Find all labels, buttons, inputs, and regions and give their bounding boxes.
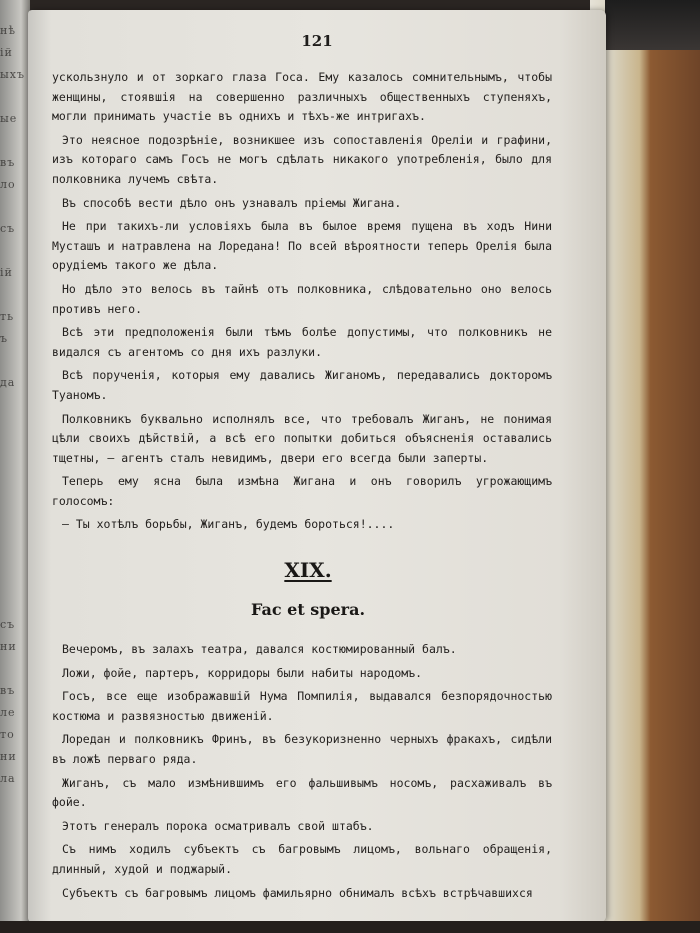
book-cover-corner <box>605 0 700 50</box>
paragraph: Полковникъ буквально исполнялъ все, что требовалъ Жиганъ, не понимая цѣли своихъ дѣйствій, а всѣ его попытки добиться объясненія оставались тщетны, — агентъ сталъ невидимъ, двери его всегда были заперты. <box>52 411 552 465</box>
paragraph: Не при такихъ-ли условіяхъ была въ былое время пущена въ ходъ Нини Мусташъ и натравлена на Лоредана! По всей вѣроятности теперь Орелія была орудіемъ такого же дѣла. <box>52 219 552 273</box>
facing-page-edge <box>0 0 30 933</box>
paragraph: Вечеромъ, въ залахъ театра, давался костюмированный балъ. <box>62 642 457 656</box>
paragraph: Госъ, все еще изображавшій Нума Помпилія, выдавался безпорядочностью костюма и развязностью движеній. <box>52 689 552 723</box>
paragraph: ускользнуло и от зоркаго глаза Госа. Ему казалось сомнительнымъ, чтобы женщины, стоявшія на совершенно различныхъ общественныхъ ступеняхъ, могли принимать участіе въ однихъ и тѣхъ-же интригахъ. <box>52 70 552 124</box>
book-page-stack <box>590 0 700 933</box>
paragraph: Но дѣло это велось въ тайнѣ отъ полковника, слѣдовательно оно велось противъ него. <box>52 281 552 316</box>
paragraph: Въ способѣ вести дѣло онъ узнавалъ пріемы Жигана. <box>62 195 402 210</box>
paragraph: Этотъ генералъ порока осматривалъ свой штабъ. <box>62 818 374 833</box>
paragraph: — Ты хотѣлъ борьбы, Жиганъ, будемъ бороться!.... <box>62 517 395 532</box>
paragraph: Субъектъ съ багровымъ лицомъ фамильярно обнималъ всѣхъ встрѣчавшихся <box>62 885 533 900</box>
paragraph: Жиганъ, съ мало измѣнившимъ его фальшивымъ носомъ, расхаживалъ въ фойе. <box>52 775 552 810</box>
body-text-top <box>52 68 552 539</box>
chapter-number: XIX. <box>284 558 332 582</box>
paragraph: Лоредан и полковникъ Фринъ, въ безукоризненно черныхъ фракахъ, сидѣли въ ложѣ перваго ряда. <box>52 732 552 766</box>
paragraph: Всѣ эти предположенія были тѣмъ болѣе допустимы, что полковникъ не видался съ агентомъ со дня ихъ разлуки. <box>52 325 552 359</box>
paragraph: Съ нимъ ходилъ субъектъ съ багровымъ лицомъ, вольнаго обращенія, длинный, худой и поджарый. <box>52 842 552 876</box>
body-text-bottom <box>52 640 552 907</box>
chapter-title: Fac et spera. <box>250 600 366 619</box>
paragraph: Это неясное подозрѣніе, возникшее изъ сопоставленія Ореліи и графини, изъ котораго самъ Госъ не могъ сдѣлать никакого употребленія, было для полковника лучемъ свѣта. <box>52 132 552 186</box>
paragraph: Ложи, фойе, партеръ, корридоры были набиты народомъ. <box>62 665 423 680</box>
page-number: 121 <box>301 32 333 50</box>
paragraph: Всѣ порученія, которыя ему давались Жиганомъ, передавались докторомъ Туаномъ. <box>52 368 552 402</box>
facing-page-text-fragment: нѣ ій ыхъ ые въ ло съ ій ть ъ да съ ни въ ле то ни ла <box>0 24 25 785</box>
paragraph: Теперь ему ясна была измѣна Жигана и онъ говорилъ угрожающимъ голосомъ: <box>52 474 552 508</box>
book-page <box>28 10 606 922</box>
table-shadow <box>0 921 700 933</box>
